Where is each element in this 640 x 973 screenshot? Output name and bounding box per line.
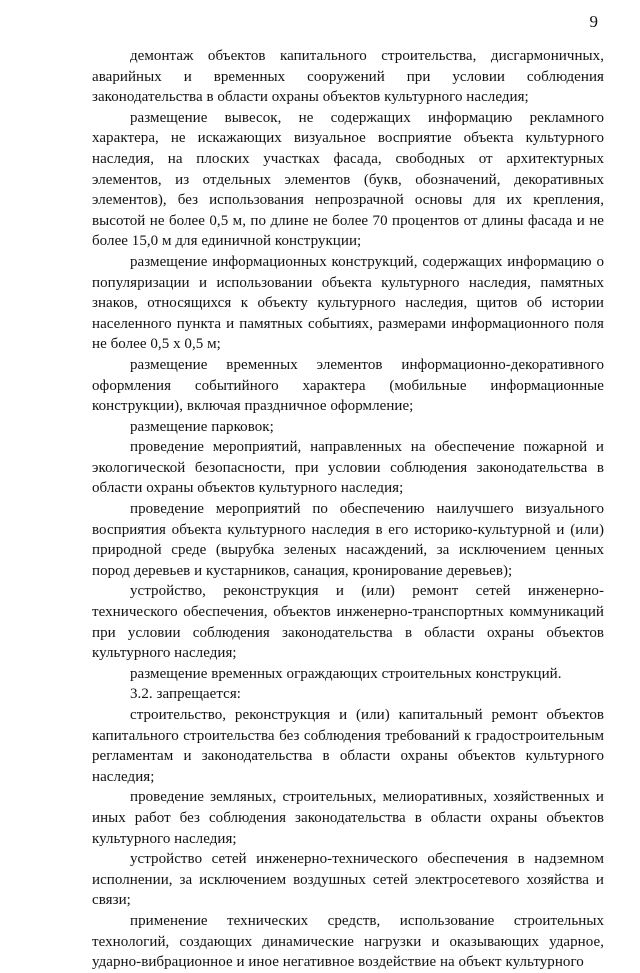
paragraph: проведение земляных, строительных, мелиоративных, хозяйственных и иных работ без соблюдения законодательства в области охраны объектов культурного наследия; bbox=[92, 789, 604, 847]
paragraph: размещение вывесок, не содержащих информацию рекламного характера, не искажающих визуальное восприятие объекта культурного наследия, на плоских участках фасада, свободных от архитектурных элементов, из отдельных элементов (букв, обозначений, декоративных элементов), без использования непрозрачной основы для их крепления, высотой не более 0,5 м, по длине не более 70 процентов от длины фасада и не более 15,0 м для единичной конструкции; bbox=[92, 109, 604, 250]
section-heading: 3.2. запрещается: bbox=[130, 686, 241, 703]
document-body bbox=[92, 46, 604, 973]
paragraph: проведение мероприятий по обеспечению наилучшего визуального восприятия объекта культурного наследия в его историко-культурной и (или) природной среде (вырубка зеленых насаждений, за исключением ценных пород деревьев и кустарников, санация, кронирование деревьев); bbox=[92, 501, 604, 579]
paragraph: размещение информационных конструкций, содержащих информацию о популяризации и использовании объекта культурного наследия, памятных знаков, относящихся к объекту культурного наследия, щитов об истории населенного пункта и памятных событиях, размерами информационного поля не более 0,5 х 0,5 м; bbox=[92, 253, 604, 353]
page-number: 9 bbox=[589, 12, 598, 31]
paragraph: размещение временных ограждающих строительных конструкций. bbox=[130, 665, 562, 682]
paragraph: применение технических средств, использование строительных технологий, создающих динамические нагрузки и оказывающих ударное, ударно-вибрационное и иное негативное воздействие на объект культурного bbox=[92, 912, 604, 971]
paragraph: строительство, реконструкция и (или) капитальный ремонт объектов капитального строительства без соблюдения требований к градостроительным регламентам и законодательства в области охраны объектов культурного наследия; bbox=[92, 707, 604, 785]
paragraph: демонтаж объектов капитального строительства, дисгармоничных, аварийных и временных сооружений при условии соблюдения законодательства в области охраны объектов культурного наследия; bbox=[92, 48, 604, 106]
paragraph: устройство, реконструкция и (или) ремонт сетей инженерно-технического обеспечения, объектов инженерно-транспортных коммуникаций при условии соблюдения законодательства в области охраны объектов культурного наследия; bbox=[92, 583, 604, 662]
paragraph: проведение мероприятий, направленных на обеспечение пожарной и экологической безопасности, при условии соблюдения законодательства в области охраны объектов культурного наследия; bbox=[92, 439, 604, 497]
paragraph: размещение временных элементов информационно-декоративного оформления событийного характера (мобильные информационные конструкции), включая праздничное оформление; bbox=[92, 356, 604, 415]
paragraph: размещение парковок; bbox=[130, 418, 274, 435]
paragraph: устройство сетей инженерно-технического обеспечения в надземном исполнении, за исключением воздушных сетей электросетевого хозяйства и связи; bbox=[92, 851, 604, 909]
